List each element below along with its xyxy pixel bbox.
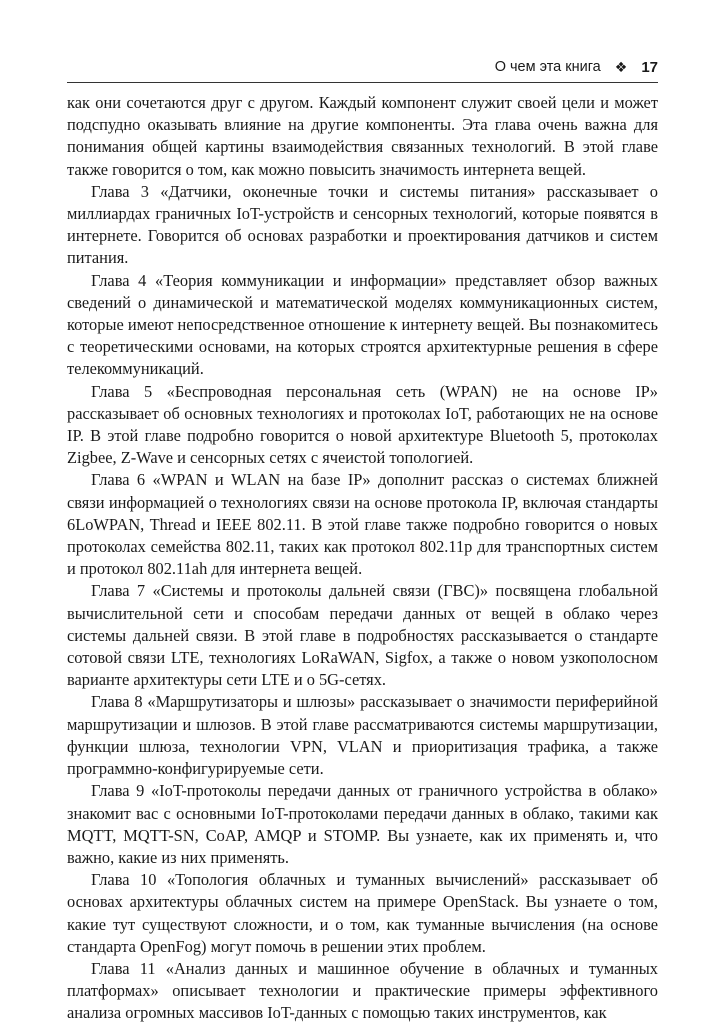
paragraph-chapter-8: Глава 8 «Маршрутизаторы и шлюзы» рассказывает о значимости периферийной маршрутизации и шлюзов. В этой главе рассматриваются системы маршрутизации, функции шлюза, технологии VPN, VLAN и приоритизация трафика, а также программно-конфигурируемые сети. [67,692,658,779]
page-number: 17 [641,58,658,76]
fleuron-ornament-icon: ❖ [614,58,628,75]
paragraph-chapter-5: Глава 5 «Беспроводная персональная сеть (WPAN) не на основе IP» рассказывает об основных технологиях и протоколах IoT, работающих не на основе IP. В этой главе подробно говорится о новой архитектуре Bluetooth 5, протоколах Zigbee, Z-Wave и сенсорных сетях с ячеистой топологией. [67,381,658,468]
paragraph-chapter-10: Глава 10 «Топология облачных и туманных вычислений» рассказывает об основах архитектуры облачных систем на примере OpenStack. Вы узнаете о том, какие тут существуют сложности, и о том, как туманные вычисления (на основе стандарта OpenFog) могут помочь в решении этих проблем. [67,870,658,956]
paragraph-chapter-6: Глава 6 «WPAN и WLAN на базе IP» дополнит рассказ о системах ближней связи информацией о технологиях связи на основе протокола IP, включая стандарты 6LoWPAN, Thread и IEEE 802.11. В этой главе также подробно говорится о новых протоколах семейства 802.11, таких как протокол 802.11p для транспортных систем и протокол 802.11ah для интернета вещей. [67,470,658,579]
paragraph-chapter-7: Глава 7 «Системы и протоколы дальней связи (ГВС)» посвящена глобальной вычислительной сети и способам передачи данных от вещей в облако через системы дальней связи. В этой главе в подробностях рассказывается о стандарте сотовой связи LTE, технологиях LoRaWAN, Sigfox, а также о новом узкополосном варианте архитектуры сети LTE и о 5G-сетях. [67,581,658,690]
paragraph-chapter-4: Глава 4 «Теория коммуникации и информации» представляет обзор важных сведений о динамической и математической моделях коммуникационных систем, которые имеют непосредственное отношение к интернету вещей. Вы познакомитесь с теоретическими основами, на которых строятся архитектурные решения в сфере телекоммуникаций. [67,270,659,379]
running-header [67,54,658,80]
paragraph-chapter-11: Глава 11 «Анализ данных и машинное обучение в облачных и туманных платформах» описывает технологии и практические примеры эффективного анализа огромных массивов IoT-данных с помощью таких инструментов, как [67,958,658,1023]
header-divider [67,82,658,83]
running-header-title: О чем эта книга [494,59,601,75]
body-text [67,92,658,1025]
paragraph-chapter-9: Глава 9 «IoT-протоколы передачи данных от граничного устройства в облако» знакомит вас с основными IoT-протоколами передачи данных в облако, такими как MQTT, MQTT-SN, CoAP, AMQP и STOMP. Вы узнаете, как их применять и, что важно, какие из них применять. [67,781,658,867]
paragraph-chapter-3: Глава 3 «Датчики, оконечные точки и системы питания» рассказывает о миллиардах граничных IoT-устройств и сенсорных технологий, которые появятся в интернете. Говорится об основах разработки и проектирования датчиков и систем питания. [67,181,658,268]
paragraph-continuation: как они сочетаются друг с другом. Каждый компонент служит своей цели и может подспудно оказывать влияние на другие компоненты. Эта глава очень важна для понимания общей картины взаимодействия связанных технологий. В этой главе также говорится о том, как можно повысить значимость интернета вещей. [67,93,658,179]
